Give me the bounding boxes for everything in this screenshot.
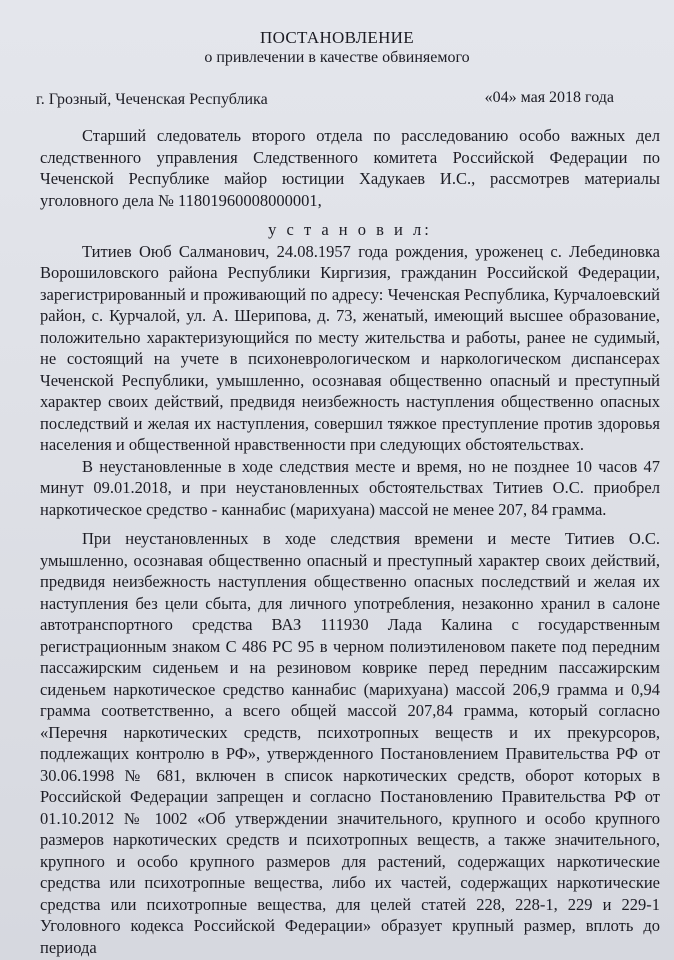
document-body <box>40 125 660 958</box>
established-heading: у с т а н о в и л: <box>268 220 432 239</box>
document-date: «04» мая 2018 года <box>484 89 614 106</box>
paragraph-defendant: Титиев Оюб Салманович, 24.08.1957 года рождения, уроженец с. Лебединовка Ворошиловского района Республики Киргизия, гражданин Российской Федерации, зарегистрированный и проживающий по адресу: Чеченская Республика, Курчалоевский район, с. Курчалой, ул. А. Шерипова, д. 73, женатый, имеющий высшее образование, положительно характеризующийся по месту жительства и работы, ранее не судимый, не состоящий на учете в психоневрологическом и наркологическом диспансерах Чеченской Республики, умышленно, осознавая общественно опасный и преступный характер своих действий, предвидя неизбежность наступления общественно опасных последствий и желая их наступления, совершил тяжкое преступление против здоровья населения и общественной нравственности при следующих обстоятельствах. <box>40 241 660 454</box>
document-subtitle: о привлечении в качестве обвиняемого <box>204 49 470 66</box>
document-place: г. Грозный, Чеченская Республика <box>36 91 268 108</box>
paragraph-acquisition: В неустановленные в ходе следствия месте и время, но не позднее 10 часов 47 минут 09.01.2018, и при неустановленных обстоятельствах Титиев О.С. приобрел наркотическое средство - каннабис (марихуана) массой не менее 207, 84 грамма. <box>40 456 660 519</box>
paragraph-storage: При неустановленных в ходе следствия времени и месте Титиев О.С. умышленно, осознавая общественно опасный и преступный характер своих действий, предвидя неизбежность наступления общественно опасных последствий и желая их наступления без цели сбыта, для личного употребления, незаконно хранил в салоне автотранспортного средства ВАЗ 111930 Лада Калина с государственным регистрационным знаком С 486 РС 95 в черном полиэтиленовом пакете под передним пассажирским сиденьем и на резиновом коврике перед передним пассажирским сиденьем наркотическое средство каннабис (марихуана) массой 206,9 грамма и 0,94 грамма соответственно, а всего общей массой 207,84 грамма, который согласно «Перечня наркотических средств, психотропных веществ и их прекурсоров, подлежащих контролю в РФ», утвержденного Постановлением Правительства РФ от 30.06.1998 № 681, включен в список наркотических средств, оборот которых в Российской Федерации запрещен и согласно Постановлению Правительства РФ от 01.10.2012 № 1002 «Об утверждении значительного, крупного и особо крупного размеров наркотических средств и психотропных веществ, а также значительного, крупного и особо крупного размеров для растений, содержащих наркотические средства или психотропные вещества, либо их частей, содержащих наркотические средства или психотропные вещества, для целей статей 228, 228-1, 229 и 229-1 Уголовного кодекса Российской Федерации» образует крупный размер, вплоть до периода <box>40 529 660 957</box>
document-title: ПОСТАНОВЛЕНИЕ <box>260 28 414 47</box>
intro-paragraph: Старший следователь второго отдела по расследованию особо важных дел следственного управления Следственного комитета Российской Федерации по Чеченской Республике майор юстиции Хадукаев И.С., рассмотрев материалы уголовного дела № 11801960008000001, <box>40 126 660 210</box>
